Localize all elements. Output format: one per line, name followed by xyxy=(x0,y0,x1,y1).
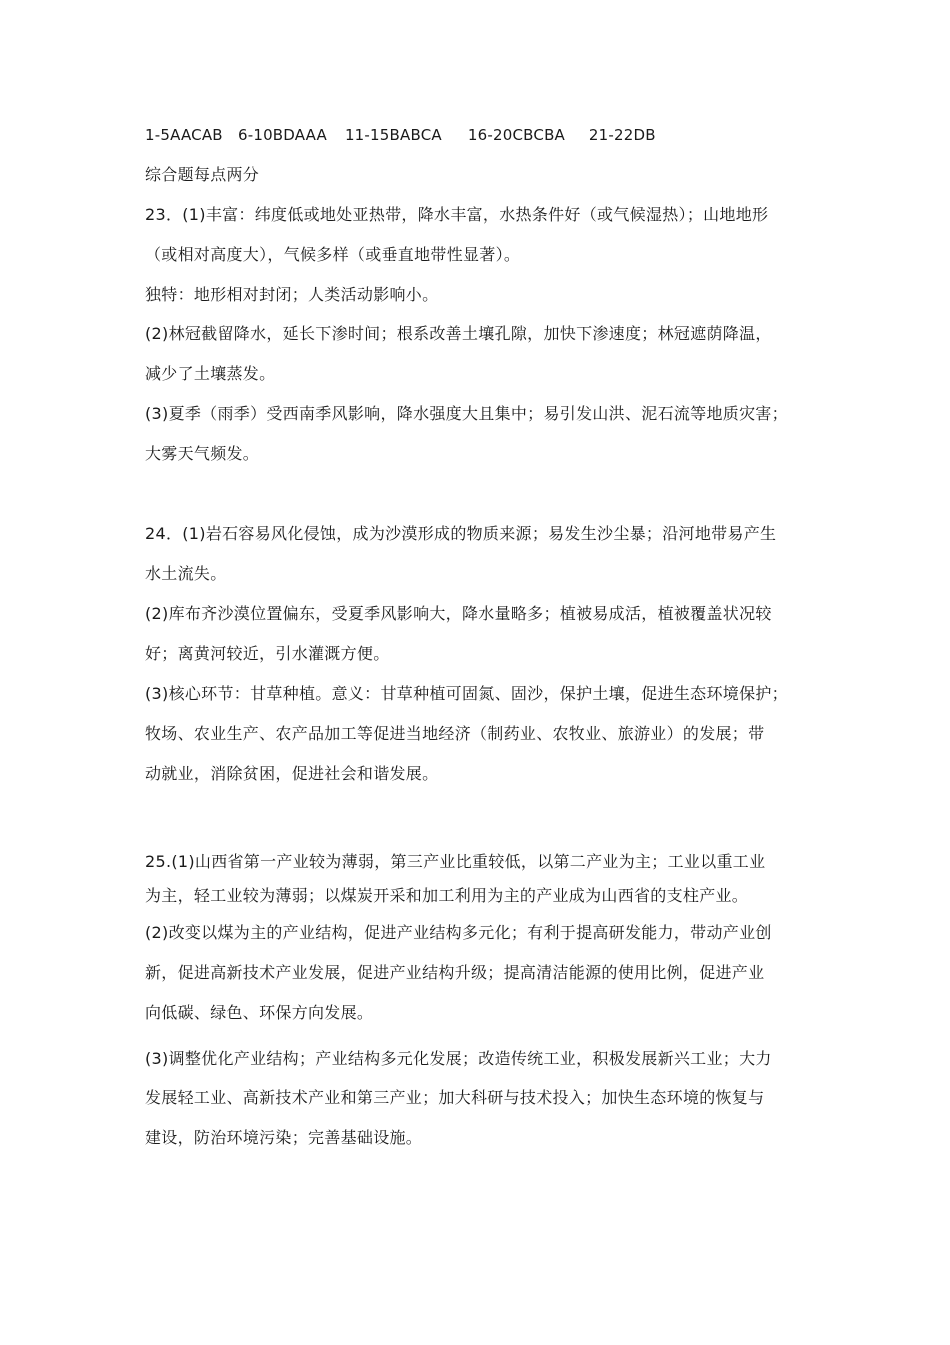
q24-part1-line1: 24．(1)岩石容易风化侵蚀，成为沙漠形成的物质来源；易发生沙尘暴；沿河地带易产生 xyxy=(145,524,777,543)
q24-part2-line2: 好；离黄河较近，引水灌溉方便。 xyxy=(145,644,390,663)
q25-part2-line2: 新，促进高新技术产业发展，促进产业结构升级；提高清洁能源的使用比例，促进产业 xyxy=(145,963,765,982)
q23-part2-line1: (2)林冠截留降水，延长下渗时间；根系改善土壤孔隙，加快下渗速度；林冠遮荫降温， xyxy=(145,324,772,343)
q23-part1-line2: （或相对高度大），气候多样（或垂直地带性显著）。 xyxy=(145,245,521,264)
q25-part3-line1: (3)调整优化产业结构；产业结构多元化发展；改造传统工业，积极发展新兴工业；大力 xyxy=(145,1049,772,1068)
answer-group-16-20: 16-20CBCBA xyxy=(467,126,566,144)
answer-group-6-10: 6-10BDAAA xyxy=(237,126,328,144)
q23-part3-line1: (3)夏季（雨季）受西南季风影响，降水强度大且集中；易引发山洪、泥石流等地质灾害； xyxy=(145,404,788,423)
q24-part1-line2: 水土流失。 xyxy=(145,564,227,583)
q25-part1-line1: 25.(1)山西省第一产业较为薄弱，第三产业比重较低，以第二产业为主；工业以重工业 xyxy=(145,852,766,871)
answer-group-21-22: 21-22DB xyxy=(588,126,656,144)
q25-part2-line1: (2)改变以煤为主的产业结构，促进产业结构多元化；有利于提高研发能力，带动产业创 xyxy=(145,923,772,942)
answer-key-line xyxy=(145,125,825,145)
q24-part3-line2: 牧场、农业生产、农产品加工等促进当地经济（制药业、农牧业、旅游业）的发展；带 xyxy=(145,724,765,743)
q23-part1-line3: 独特：地形相对封闭；人类活动影响小。 xyxy=(145,285,439,304)
q24-part3-line1: (3)核心环节：甘草种植。意义：甘草种植可固氮、固沙，保护土壤，促进生态环境保护； xyxy=(145,684,788,703)
q25-part1-line2: 为主，轻工业较为薄弱；以煤炭开采和加工利用为主的产业成为山西省的支柱产业。 xyxy=(145,886,749,905)
q25-part3-line3: 建设，防治环境污染；完善基础设施。 xyxy=(145,1128,423,1147)
q24-part3-line3: 动就业，消除贫困，促进社会和谐发展。 xyxy=(145,764,439,783)
q23-part1-line1: 23．(1)丰富：纬度低或地处亚热带，降水丰富，水热条件好（或气候湿热）；山地地形 xyxy=(145,205,769,224)
q23-part2-line2: 减少了土壤蒸发。 xyxy=(145,364,276,383)
scoring-note: 综合题每点两分 xyxy=(145,165,260,184)
answer-group-11-15: 11-15BABCA xyxy=(344,126,442,144)
q23-part3-line2: 大雾天气频发。 xyxy=(145,444,260,463)
answer-group-1-5: 1-5AACAB xyxy=(145,126,223,144)
q24-part2-line1: (2)库布齐沙漠位置偏东，受夏季风影响大，降水量略多；植被易成活，植被覆盖状况较 xyxy=(145,604,772,623)
q25-part2-line3: 向低碳、绿色、环保方向发展。 xyxy=(145,1003,374,1022)
q25-part3-line2: 发展轻工业、高新技术产业和第三产业；加大科研与技术投入；加快生态环境的恢复与 xyxy=(145,1088,765,1107)
